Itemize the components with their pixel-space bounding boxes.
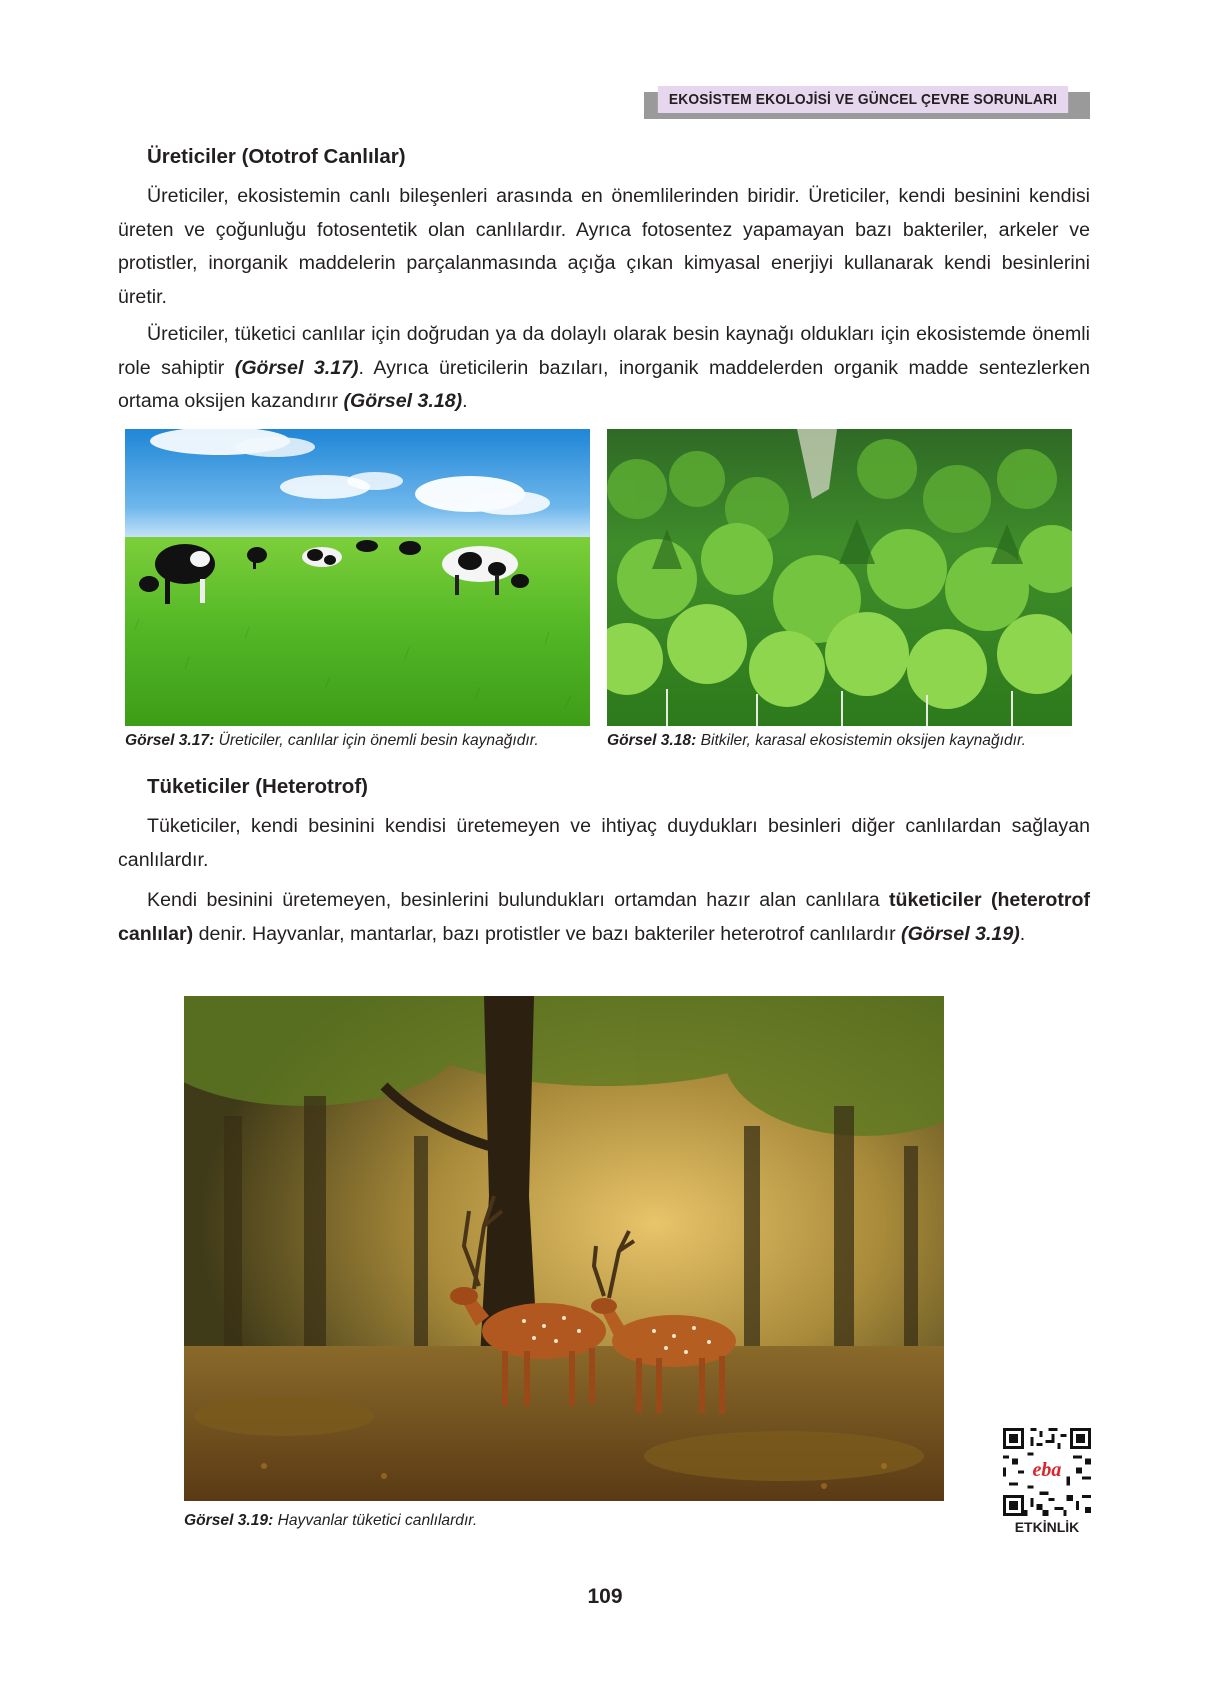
text-run: Kendi besinini üretemeyen, besinlerini bulundukları ortamdan hazır alan canlılara [147,889,890,911]
chapter-header-title: EKOSİSTEM EKOLOJİSİ VE GÜNCEL ÇEVRE SORUNLARI [658,86,1068,113]
deer-forest-illustration [184,996,944,1501]
eba-logo: eba [1032,1459,1062,1481]
caption-text: Bitkiler, karasal ekosistemin oksijen kaynağıdır. [696,732,1026,749]
figure-caption-3-18 [607,732,1026,750]
photo-cows-grazing [125,429,590,726]
page-number: 109 [587,1585,623,1608]
text-run: Üreticiler, tüketici canlılar için doğrudan ya da dolaylı olarak besin kaynağı oldukları için ekosistemde önemli role sahiptir [118,323,1090,379]
paragraph-producers-1: Üreticiler, ekosistemin canlı bileşenleri arasında en önemlilerinden biridir. Üreticiler, kendi besinini kendisi üreten ve çoğunluğu fotosentetik olan canlılardır. Ayrıca fotosentez yapamayan bazı bakteriler, arkeler ve protistler, inorganik maddelerin parçalanmasında açığa çıkan kimyasal enerjiyi kullanarak kendi besinlerini üretir. [118,185,1090,308]
text-run: denir. Hayvanlar, mantarlar, bazı protistler ve bazı bakteriler heterotrof canlılardır [193,922,902,945]
figure-reference-3-19: (Görsel 3.19) [901,922,1020,945]
figure-caption-3-17 [125,732,539,750]
figure-caption-3-19 [184,1512,477,1530]
term-consumers: tüketiciler (heterotrof canlılar) [118,889,1090,945]
forest-illustration [607,429,1072,726]
figure-reference-3-17: (Görsel 3.17) [234,356,359,379]
qr-activity-label: ETKİNLİK [1014,1519,1080,1535]
text-run: . Ayrıca üreticilerin bazıları, inorganik maddelerden organik madde sentezlerken ortama oksijen kazandırır [118,356,1091,412]
caption-text: Üreticiler, canlılar için önemli besin kaynağıdır. [214,732,539,749]
paragraph-consumers-1: Tüketiciler, kendi besinini kendisi üretemeyen ve ihtiyaç duydukları besinleri diğer canlılardan sağlayan canlılardır. [118,815,1090,871]
photo-deer-forest [184,996,944,1501]
caption-ref: Görsel 3.18: [607,732,697,749]
chapter-header [640,86,1090,119]
paragraph-consumers-2 [118,884,1090,951]
paragraph-producers-2 [118,318,1090,419]
caption-text: Hayvanlar tüketici canlılardır. [273,1512,478,1529]
text-run: . [462,390,468,412]
cows-meadow-illustration [125,429,590,726]
photo-green-forest [607,429,1072,726]
text-run: . [1019,922,1026,945]
section-heading-producers: Üreticiler (Ototrof Canlılar) [147,145,406,168]
eba-qr-code[interactable] [1003,1428,1091,1516]
caption-ref: Görsel 3.17: [125,732,215,749]
caption-ref: Görsel 3.19: [184,1512,274,1529]
figure-reference-3-18: (Görsel 3.18) [343,390,463,412]
section-heading-consumers: Tüketiciler (Heterotrof) [147,775,368,798]
